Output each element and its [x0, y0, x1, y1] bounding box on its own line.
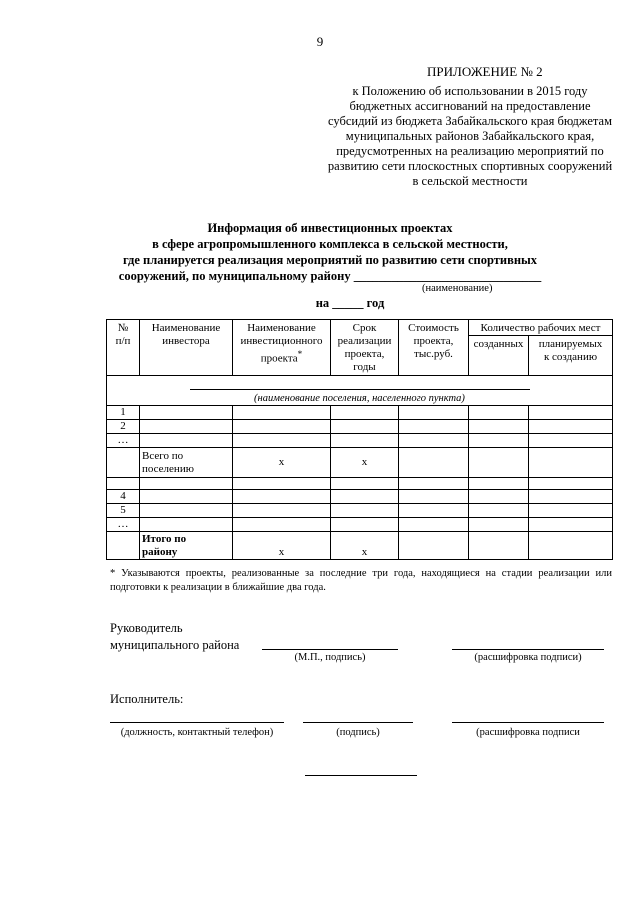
table-row: 2 — [107, 420, 613, 434]
head-decode-line — [452, 649, 604, 650]
footnote: * Указываются проекты, реализованные за последние три года, находящиеся на стадии реализации или подготовки к реализации в ближайшие два года. — [110, 568, 612, 593]
appendix-title: ПРИЛОЖЕНИЕ № 2 — [427, 64, 543, 79]
head-signature-line — [262, 649, 398, 650]
executor-decode-line — [452, 722, 604, 723]
title-line: где планируется реализация мероприятий по развитию сети спортивных — [122, 253, 538, 267]
executor-label: Исполнитель: — [110, 692, 184, 706]
position-line — [110, 722, 284, 723]
table-row — [107, 478, 613, 490]
investment-projects-table — [106, 319, 613, 560]
footnote-mark: * — [297, 349, 303, 359]
executor-signature-line — [303, 722, 413, 723]
header-project: Наименование инвестиционного проекта* — [233, 320, 331, 376]
appendix-line: в сельской местности — [412, 174, 528, 188]
position-caption: (должность, контактный телефон) — [120, 727, 274, 738]
appendix-description — [320, 84, 620, 189]
title-line: сооружений, по муниципальному району ______________________________ — [118, 269, 542, 283]
head-title: Руководитель муниципального района — [110, 621, 240, 652]
header-jobs-planned: планируемых к созданию — [529, 336, 613, 376]
closing-separator — [305, 775, 417, 776]
title-line: Информация об инвестиционных проектах — [207, 221, 453, 235]
table-row: 4 — [107, 490, 613, 504]
table-row: 5 — [107, 504, 613, 518]
page-number: 9 — [316, 34, 324, 49]
appendix-line: развитию сети плоскостных спортивных сооружений — [327, 159, 613, 173]
table-row: … — [107, 518, 613, 532]
appendix-line: предусмотренных на реализацию мероприятий по — [336, 144, 604, 158]
appendix-line: муниципальных районов Забайкальского края, — [345, 129, 595, 143]
mp-caption: (М.П., подпись) — [294, 652, 366, 663]
appendix-line: бюджетных ассигнований на предоставление — [349, 99, 591, 113]
settlement-caption: (наименование поселения, населенного пункта) — [254, 393, 465, 404]
settlement-row — [107, 376, 613, 406]
header-jobs-created: созданных — [469, 336, 529, 376]
total-row: Итого по району х х — [107, 532, 613, 560]
header-jobs: Количество рабочих мест — [469, 320, 613, 336]
header-investor: Наименование инвестора — [140, 320, 233, 376]
header-term: Срок реализации проекта, годы — [331, 320, 399, 376]
header-cost: Стоимость проекта, тыс.руб. — [399, 320, 469, 376]
appendix-line: субсидий из бюджета Забайкальского края бюджетам — [328, 114, 612, 128]
decode-caption-2: (расшифровка подписи — [476, 727, 580, 738]
district-name-hint: (наименование) — [422, 283, 493, 294]
table-row: … — [107, 434, 613, 448]
decode-caption: (расшифровка подписи) — [474, 652, 582, 663]
title-line: в сфере агропромышленного комплекса в сельской местности, — [152, 237, 508, 251]
year-line: на _____ год — [315, 296, 385, 310]
subtotal-row: Всего по поселению х х — [107, 448, 613, 478]
signature-caption: (подпись) — [336, 727, 380, 738]
table-row: 1 — [107, 406, 613, 420]
appendix-line: к Положению об использовании в 2015 году — [352, 84, 588, 98]
document-title — [100, 220, 560, 284]
settlement-underline — [190, 389, 530, 390]
header-num: № п/п — [107, 320, 140, 376]
